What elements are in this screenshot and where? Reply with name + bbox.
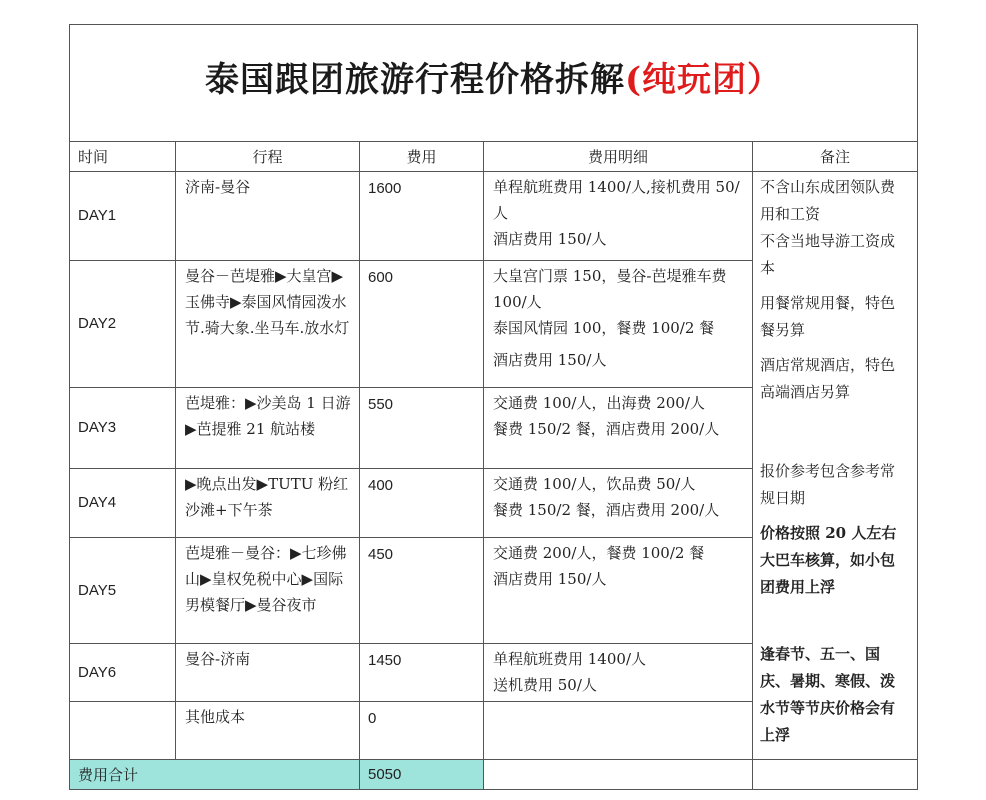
detail-line: 酒店费用 150/人 xyxy=(493,230,607,248)
detail-cell xyxy=(484,701,753,759)
itinerary-cell: 曼谷－芭堤雅▶大皇宫▶玉佛寺▶泰国风情园泼水节.骑大象.坐马车.放水灯 xyxy=(176,261,360,388)
day-label: DAY5 xyxy=(70,537,176,644)
day-label: DAY6 xyxy=(70,644,176,701)
header-cost: 费用 xyxy=(360,142,484,172)
note-item: 报价参考包含参考常规日期 xyxy=(760,462,896,507)
itinerary-cell: 济南-曼谷 xyxy=(176,172,360,261)
header-detail: 费用明细 xyxy=(484,142,753,172)
detail-line: 交通费 100/人，出海费 200/人 xyxy=(493,394,705,413)
itinerary-cell: ▶晚点出发▶TUTU 粉红沙滩+下午茶 xyxy=(176,468,360,537)
detail-cell xyxy=(484,537,753,644)
itinerary-cell: 曼谷-济南 xyxy=(176,644,360,701)
total-notes-empty xyxy=(753,760,918,790)
header-notes: 备注 xyxy=(753,142,918,172)
cost-cell: 1450 xyxy=(360,644,484,701)
total-label: 费用合计 xyxy=(70,760,360,790)
detail-cell xyxy=(484,644,753,701)
day-label: DAY4 xyxy=(70,468,176,537)
detail-line: 酒店费用 150/人 xyxy=(493,351,607,370)
note-item: 用餐常规用餐，特色餐另算 xyxy=(760,294,896,339)
itinerary-cell: 芭堤雅－曼谷：▶七珍佛山▶皇权免税中心▶国际男模餐厅▶曼谷夜市 xyxy=(176,537,360,644)
detail-line: 单程航班费用 1400/人,接机费用 50/人 xyxy=(493,178,740,222)
notes-cell xyxy=(753,172,918,760)
note-item: 不含当地导游工资成本 xyxy=(760,232,896,277)
note-item-bold: 价格按照 20 人左右大巴车核算，如小包团费用上浮 xyxy=(760,524,897,596)
detail-cell xyxy=(484,388,753,468)
title-cell xyxy=(70,25,918,142)
cost-cell: 600 xyxy=(360,261,484,388)
table-row xyxy=(70,172,918,261)
day-label xyxy=(70,701,176,759)
cost-cell: 400 xyxy=(360,468,484,537)
detail-line: 单程航班费用 1400/人 xyxy=(493,650,646,669)
itinerary-cell: 其他成本 xyxy=(176,701,360,759)
detail-cell xyxy=(484,468,753,537)
cost-cell: 550 xyxy=(360,388,484,468)
detail-cell xyxy=(484,172,753,261)
detail-line: 交通费 200/人，餐费 100/2 餐 xyxy=(493,543,705,562)
total-value: 5050 xyxy=(360,760,484,790)
cost-cell: 0 xyxy=(360,701,484,759)
note-item: 不含山东成团领队费用和工资 xyxy=(760,178,896,223)
total-detail-empty xyxy=(484,760,753,790)
total-row xyxy=(70,760,918,790)
detail-line: 餐费 150/2 餐，酒店费用 200/人 xyxy=(493,500,720,519)
day-label: DAY1 xyxy=(70,172,176,261)
page-title: 泰国跟团旅游行程价格拆解(纯玩团） xyxy=(204,60,783,100)
table-header xyxy=(70,142,918,172)
note-item-bold: 逢春节、五一、国庆、暑期、寒假、泼水节等节庆价格会有上浮 xyxy=(760,645,896,744)
note-item: 酒店常规酒店，特色高端酒店另算 xyxy=(760,356,896,401)
itinerary-price-table xyxy=(69,24,918,790)
detail-line: 酒店费用 150/人 xyxy=(493,569,607,588)
cost-cell: 1600 xyxy=(360,172,484,261)
price-breakdown-sheet xyxy=(69,24,917,792)
itinerary-cell: 芭堤雅：▶沙美岛 1 日游▶芭提雅 21 航站楼 xyxy=(176,388,360,468)
day-label: DAY2 xyxy=(70,261,176,388)
detail-cell xyxy=(484,261,753,388)
header-time: 时间 xyxy=(70,142,176,172)
cost-cell: 450 xyxy=(360,537,484,644)
title-highlight: (纯玩团） xyxy=(624,60,783,100)
detail-line: 大皇宫门票 150，曼谷-芭堤雅车费 100/人 xyxy=(493,267,727,312)
header-itinerary: 行程 xyxy=(176,142,360,172)
detail-line: 送机费用 50/人 xyxy=(493,676,597,695)
detail-line: 交通费 100/人，饮品费 50/人 xyxy=(493,474,696,493)
detail-line: 泰国风情园 100，餐费 100/2 餐 xyxy=(493,319,715,338)
day-label: DAY3 xyxy=(70,388,176,468)
detail-line: 餐费 150/2 餐，酒店费用 200/人 xyxy=(493,420,720,439)
